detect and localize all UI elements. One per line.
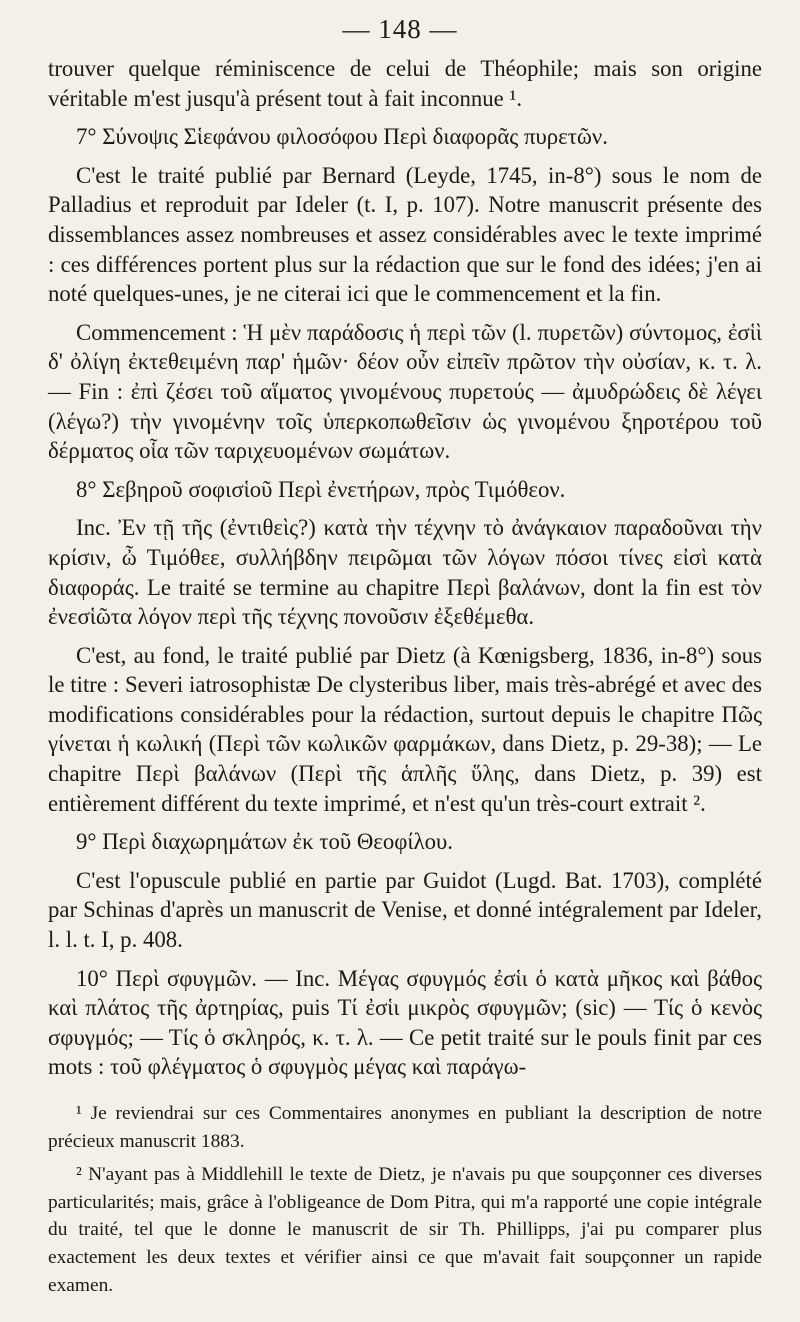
paragraph: Commencement : Ἡ μὲν παράδοσις ἡ περὶ τῶν (l. πυρετῶν) σύντομος, ἐσἱὶ δ' ὀλίγη ἐκτεθειμένη παρ' ἡμῶν· δέον οὖν εἰπεῖν πρῶτον τὴν οὐσίαν, κ. τ. λ. — Fin : ἐπὶ ζέσει τοῦ αἵματος γινομένους πυρετούς — ἀμυδρώδεις δὲ λέγει (λέγω?) τὴν γινομένην τοῖς ὑπερκοπωθεῖσιν ὡς γινομένου ξηροτέρου τοῦ δέρματος οἷα τῶν ταριχευομένων σωμάτων. [48, 319, 762, 464]
paragraph-continuation: trouver quelque réminiscence de celui de Théophile; mais son origine véritable m'est jusqu'à présent tout à fait inconnue ¹. [48, 56, 762, 111]
paragraph: C'est, au fond, le traité publié par Dietz (à Kœnigsberg, 1836, in-8°) sous le titre : Severi iatrosophistæ De clysteribus liber, mais très-abrégé et avec des modifications considérables pour la rédaction, surtout depuis le chapitre Πῶς γίνεται ἡ κωλική (Περὶ τῶν κωλικῶν φαρμάκων, dans Dietz, p. 29-38); — Le chapitre Περὶ βαλάνων (Περὶ τῆς ἁπλῆς ὕλης, dans Dietz, p. 39) est entièrement différent du texte imprimé, et n'est qu'un très-court extrait ². [48, 642, 762, 816]
section-heading-10: 10° Περὶ σφυγμῶν. — Inc. Μέγας σφυγμός ἐσἱι ὁ κατὰ μῆκος καὶ βάθος καὶ πλάτος τῆς ἀρτηρίας, puis Τί ἐσἱι μικρὸς σφυγμῶν; (sic) — Τίς ὁ κενὸς σφυγμός; — Τίς ὁ σκληρός, κ. τ. λ. — Ce petit traité sur le pouls finit par ces mots : τοῦ φλέγματος ὁ σφυγμὸς μέγας καὶ παράγω- [48, 965, 762, 1080]
footnotes [48, 1100, 762, 1305]
section-heading-9: 9° Περὶ διαχωρημάτων ἐκ τοῦ Θεοφίλου. [76, 829, 454, 855]
paragraph: C'est l'opuscule publié en partie par Guidot (Lugd. Bat. 1703), complété par Schinas d'après un manuscrit de Venise, et donné intégralement par Ideler, l. l. t. I, p. 408. [48, 867, 762, 953]
footnote-2: ² N'ayant pas à Middlehill le texte de Dietz, je n'avais pu que soupçonner ces diverses particularités; mais, grâce à l'obligeance de Dom Pitra, qui m'a rapporté une copie intégrale du traité, tel que le donne le manuscrit de sir Th. Phillipps, j'ai pu comparer plus exactement les deux textes et vérifier ainsi ce que m'avait fait soupçonner un rapide examen. [48, 1164, 762, 1296]
page-number-header: — 148 — [342, 14, 458, 44]
footnote-1: ¹ Je reviendrai sur ces Commentaires anonymes en publiant la description de notre précieux manuscrit 1883. [48, 1103, 762, 1152]
paragraph: Inc. Ἐν τῇ τῆς (ἐντιθεὶς?) κατὰ τὴν τέχνην τὸ ἀνάγκαιον παραδοῦναι τὴν κρίσιν, ὦ Τιμόθεε, συλλήβδην πειρῶμαι τῶν λόγων πόσοι τίνες εἰσὶ κατὰ διαφοράς. Le traité se termine au chapitre Περὶ βαλάνων, dont la fin est τὸν ἐνεσἱῶτα λόγον περὶ τῆς τέχνης πονοῦσιν ἐξεθέμεθα. [48, 515, 762, 630]
section-heading-7: 7° Σύνοψις Σἱεφάνου φιλοσόφου Περὶ διαφορᾶς πυρετῶν. [76, 124, 608, 150]
paragraph: C'est le traité publié par Bernard (Leyde, 1745, in-8°) sous le nom de Palladius et reproduit par Ideler (t. I, p. 107). Notre manuscrit présente des dissemblances assez nombreuses et assez considérables avec le texte imprimé : ces différences portent plus sur la rédaction que sur le fond des idées; j'en ai noté quelques-unes, je ne citerai ici que le commencement et la fin. [48, 162, 762, 307]
main-text [48, 54, 762, 1091]
section-heading-8: 8° Σεβηροῦ σοφισἱοῦ Περὶ ἐνετήρων, πρὸς Τιμόθεον. [76, 476, 566, 502]
